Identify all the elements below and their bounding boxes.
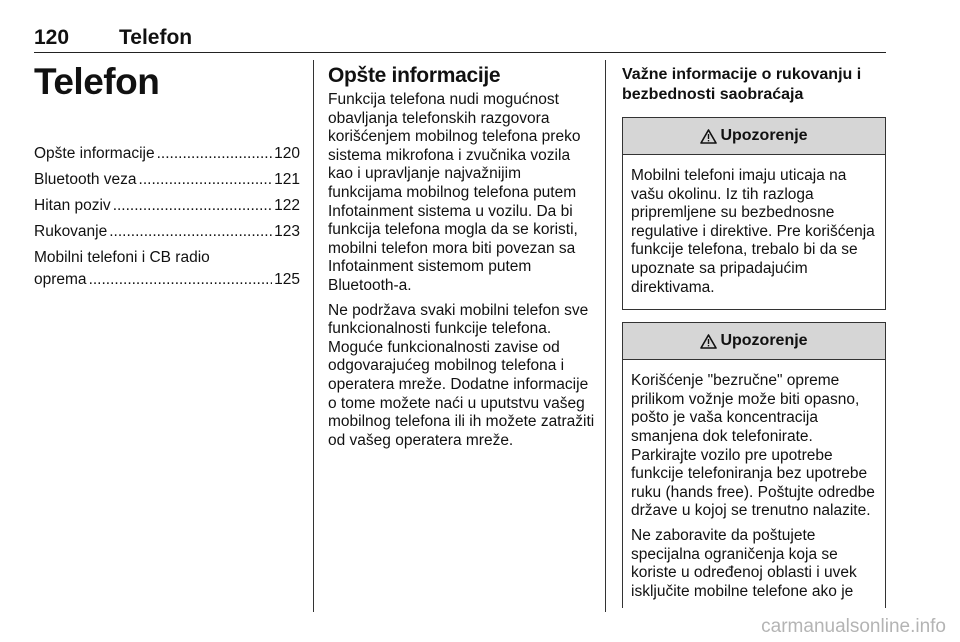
warning-triangle-icon — [700, 129, 717, 144]
warning-header — [623, 118, 885, 155]
warning-text: Mobilni telefoni imaju uticaja na vašu okolinu. Iz tih razloga pripremljene su bezbednosne regulative i direktive. Pre korišćenja funkcije telefona, trebalo bi da se upoznate sa pripadajućim direktivama. — [631, 167, 875, 296]
safety-column — [622, 60, 886, 620]
warning-text: Ne zaboravite da poštujete specijalna ograničenja koja se koriste u određenoj oblasti i uvek isključite mobilne telefone ako je — [631, 526, 857, 600]
toc-item-label-cont: oprema — [34, 271, 87, 288]
page-number: 120 — [34, 26, 70, 49]
toc-item-label: Rukovanje — [34, 223, 108, 240]
warning-box — [622, 322, 886, 608]
warning-label: Upozorenje — [720, 332, 808, 350]
chapter-title: Telefon — [119, 26, 193, 49]
warning-body — [623, 155, 885, 309]
toc-item[interactable] — [34, 169, 300, 191]
toc-item[interactable] — [34, 221, 300, 243]
column-divider — [605, 60, 606, 612]
section-title: Telefon — [34, 61, 160, 102]
toc-leader — [157, 143, 273, 165]
warning-label: Upozorenje — [720, 127, 808, 144]
toc-leader — [109, 221, 272, 243]
toc-leader — [89, 269, 273, 291]
body-paragraph: Funkcija telefona nudi mogućnost obavljanja telefonskih razgovora korišćenjem mobilnog telefona preko sistema mikrofona i zvučnika vozila kao i upravljanje najvažnijim funkcijama mobilnog telefona putem Infotainment sistema u vozilu. Da bi funkcija telefona mogla da se koristi, mobilni telefon mora biti povezan sa Infotainment sistemom putem Bluetooth-a. — [328, 91, 581, 294]
warning-header — [623, 323, 885, 360]
subsection-heading: Važne informacije o rukovanju i bezbednosti saobraćaja — [622, 66, 862, 103]
toc-item-page: 120 — [274, 145, 300, 162]
toc-leader — [113, 195, 272, 217]
column-divider — [313, 60, 314, 612]
warning-body — [623, 360, 885, 608]
toc-leader — [139, 169, 273, 191]
warning-box — [622, 117, 886, 310]
toc-item-label: Hitan poziv — [34, 197, 111, 214]
warning-triangle-icon — [700, 334, 717, 349]
toc-item-label: Opšte informacije — [34, 145, 155, 162]
body-paragraph: Ne podržava svaki mobilni telefon sve funkcionalnosti funkcije telefona. Moguće funkcionalnosti zavise od odgovarajućeg mobilnog telefona i operatera mreže. Dodatne informacije o tome možete naći u uputstvu vašeg mobilnog telefona ili ih možete zatražiti od vašeg operatera mreže. — [328, 301, 595, 449]
toc-item-page: 123 — [274, 223, 300, 240]
toc-item[interactable] — [34, 195, 300, 217]
toc-item-page: 121 — [274, 171, 300, 188]
general-info-column — [328, 60, 596, 456]
toc-item[interactable] — [34, 143, 300, 165]
toc-item-page: 122 — [274, 197, 300, 214]
toc-item[interactable] — [34, 247, 300, 291]
warning-text: Korišćenje "bezručne" opreme prilikom vožnje može biti opasno, pošto je vaša koncentracija smanjena dok telefonirate. Parkirajte vozilo pre upotrebe funkcije telefoniranja bez upotrebe ruku (hands free). Poštujte odredbe države u kojoj se trenutno nalazite. — [631, 372, 875, 520]
toc-item-label: Mobilni telefoni i CB radio — [34, 249, 210, 266]
toc-item-label: Bluetooth veza — [34, 171, 137, 188]
page-header — [34, 22, 886, 53]
watermark: carmanualsonline.info — [761, 616, 946, 637]
table-of-contents — [34, 143, 300, 291]
toc-column — [34, 60, 300, 291]
section-heading: Opšte informacije — [328, 64, 501, 87]
toc-item-page: 125 — [274, 271, 300, 288]
